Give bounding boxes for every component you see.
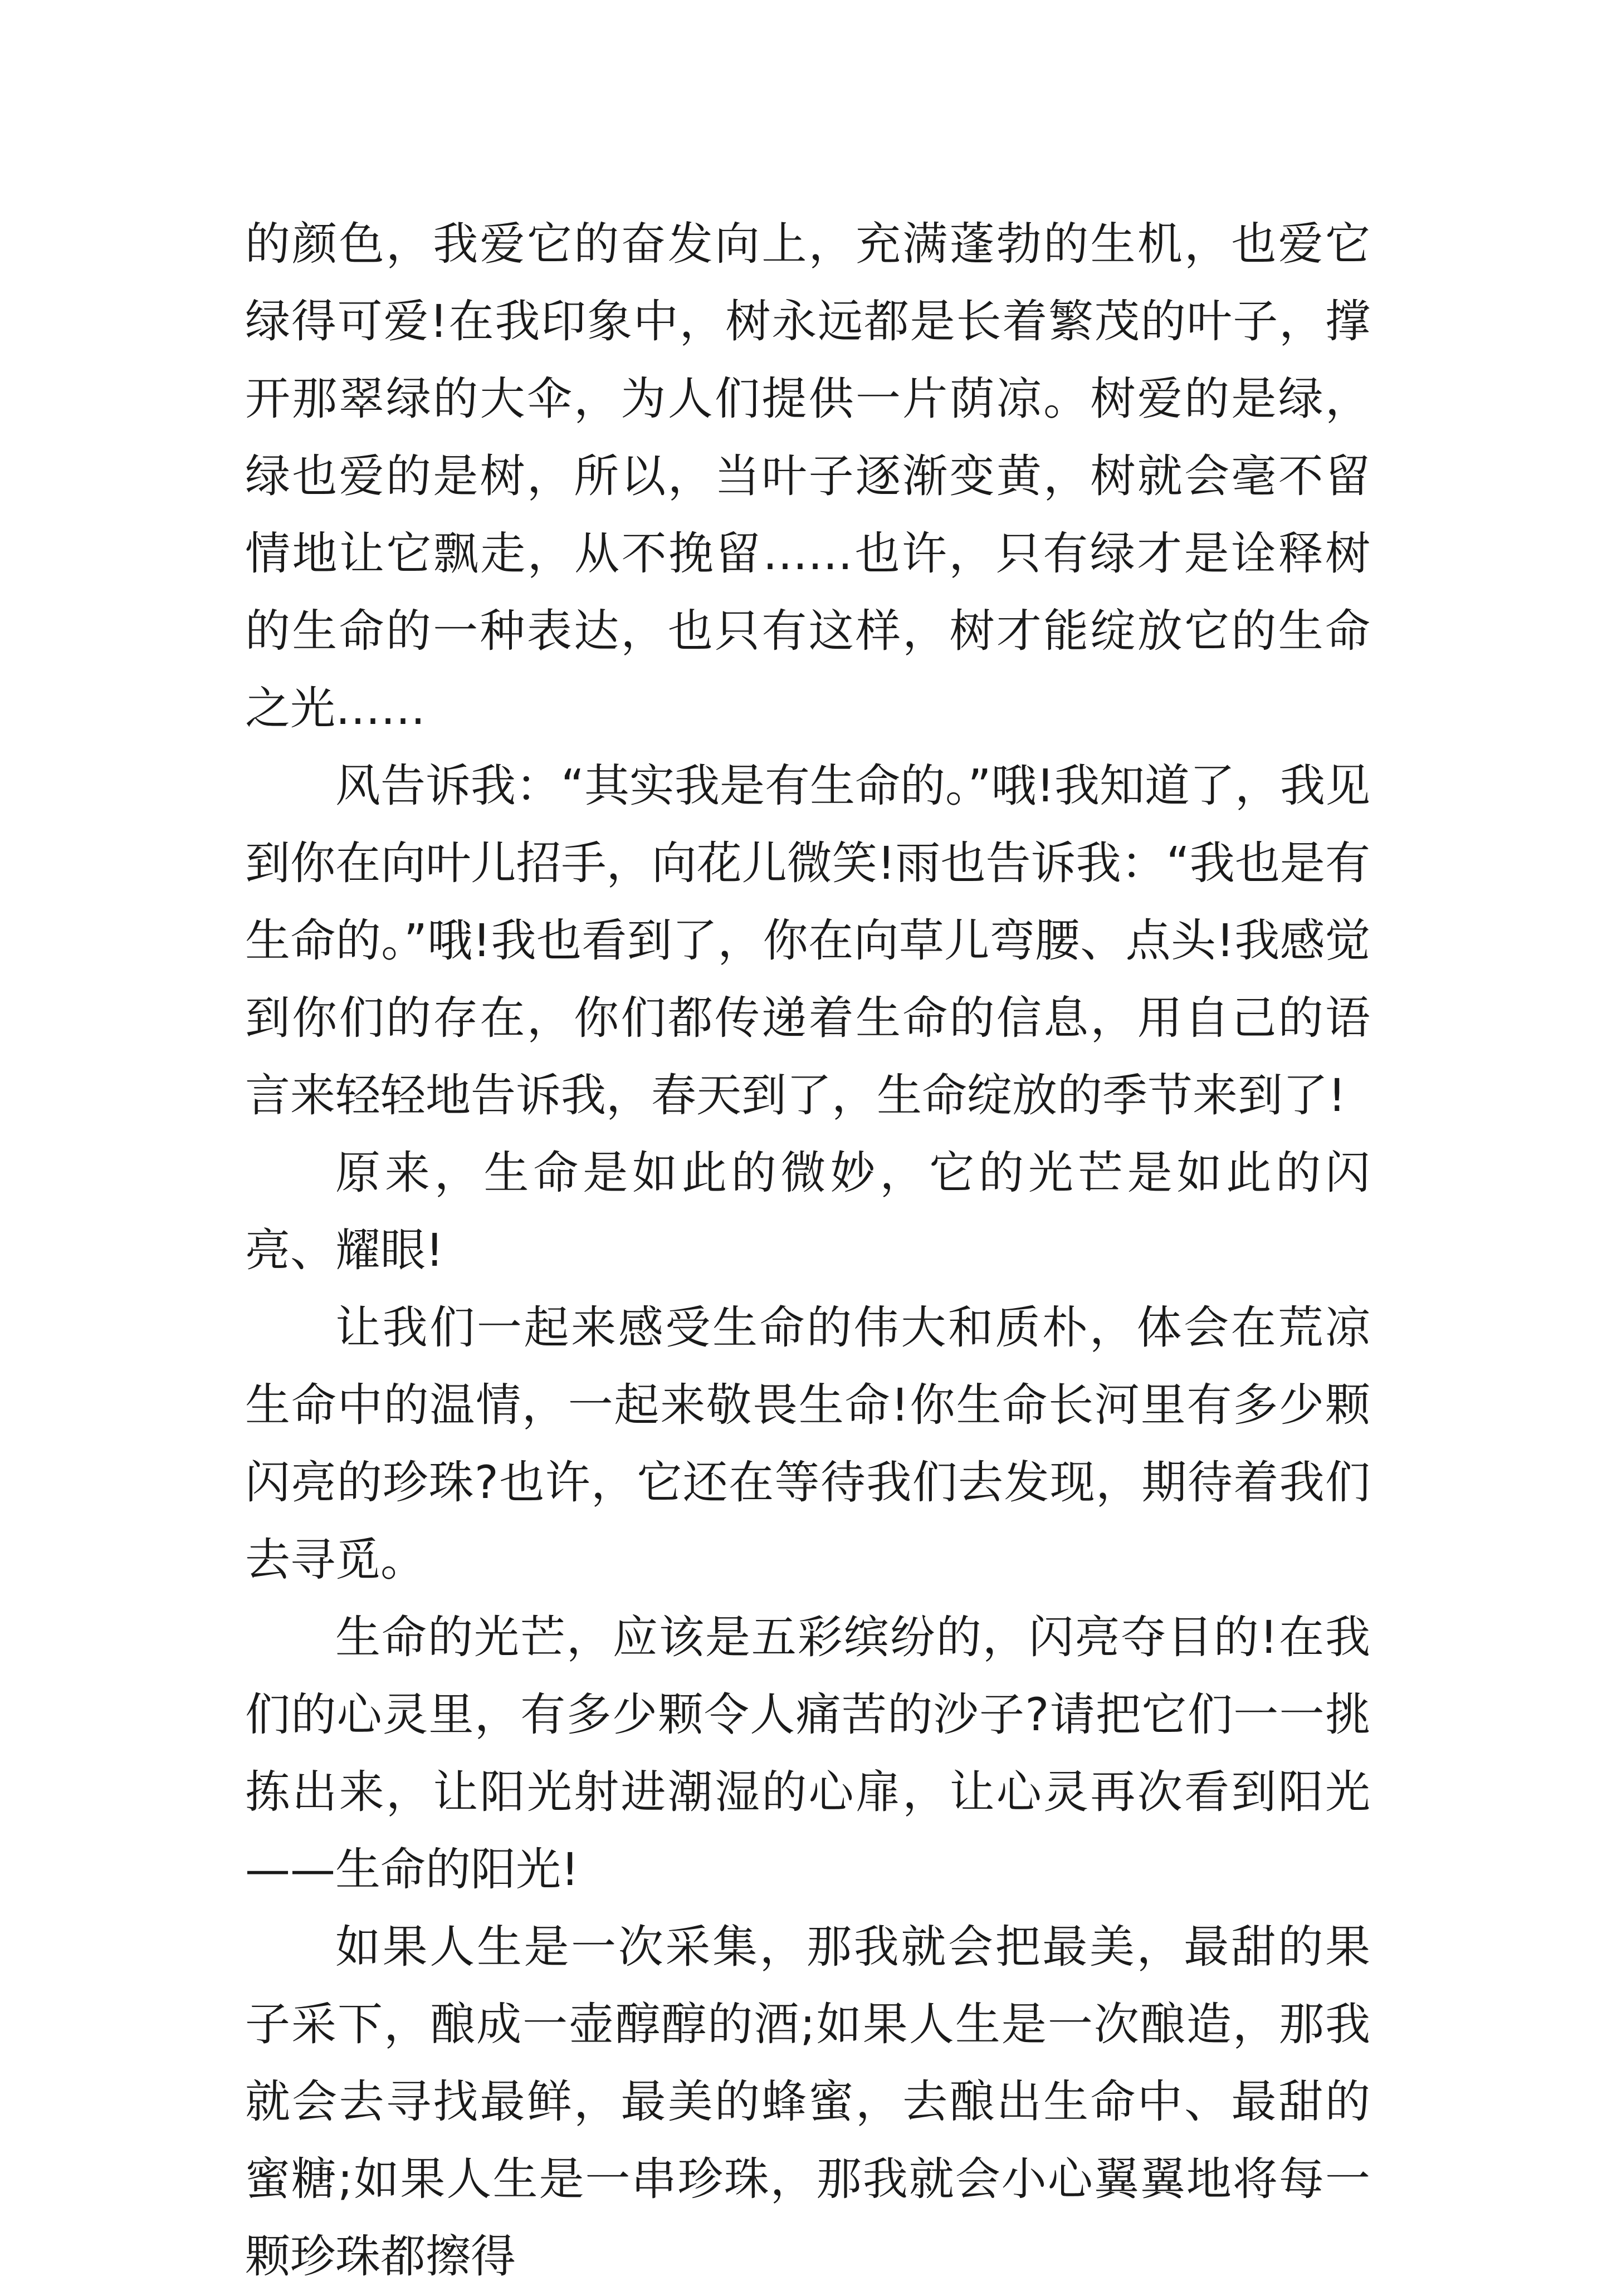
paragraph-5: 生命的光芒，应该是五彩缤纷的，闪亮夺目的!在我们的心灵里，有多少颗令人痛苦的沙子?请把它们一一挑拣出来，让阳光射进潮湿的心扉，让心灵再次看到阳光——生命的阳光! [245, 1612, 1370, 1896]
document-page [245, 206, 1370, 2296]
paragraph-1-continued: 的颜色，我爱它的奋发向上，充满蓬勃的生机，也爱它绿得可爱!在我印象中，树永远都是长着繁茂的叶子，撑开那翠绿的大伞，为人们提供一片荫凉。树爱的是绿，绿也爱的是树，所以，当叶子逐渐变黄，树就会毫不留情地让它飘走，从不挽留……也许，只有绿才是诠释树的生命的一种表达，也只有这样，树才能绽放它的生命之光…… [245, 218, 1370, 735]
paragraph-2: 风告诉我：“其实我是有生命的。”哦!我知道了，我见到你在向叶儿招手，向花儿微笑!雨也告诉我：“我也是有生命的。”哦!我也看到了，你在向草儿弯腰、点头!我感觉到你们的存在，你们都传递着生命的信息，用自己的语言来轻轻地告诉我，春天到了，生命绽放的季节来到了! [245, 760, 1370, 1122]
paragraph-4: 让我们一起来感受生命的伟大和质朴，体会在荒凉生命中的温情，一起来敬畏生命!你生命长河里有多少颗闪亮的珍珠?也许，它还在等待我们去发现，期待着我们去寻觅。 [245, 1302, 1370, 1587]
paragraph-6: 如果人生是一次采集，那我就会把最美，最甜的果子采下，酿成一壶醇醇的酒;如果人生是一次酿造，那我就会去寻找最鲜，最美的蜂蜜，去酿出生命中、最甜的蜜糖;如果人生是一串珍珠，那我就会小心翼翼地将每一颗珍珠都擦得 [245, 1921, 1370, 2283]
paragraph-3: 原来，生命是如此的微妙，它的光芒是如此的闪亮、耀眼! [245, 1147, 1370, 1277]
